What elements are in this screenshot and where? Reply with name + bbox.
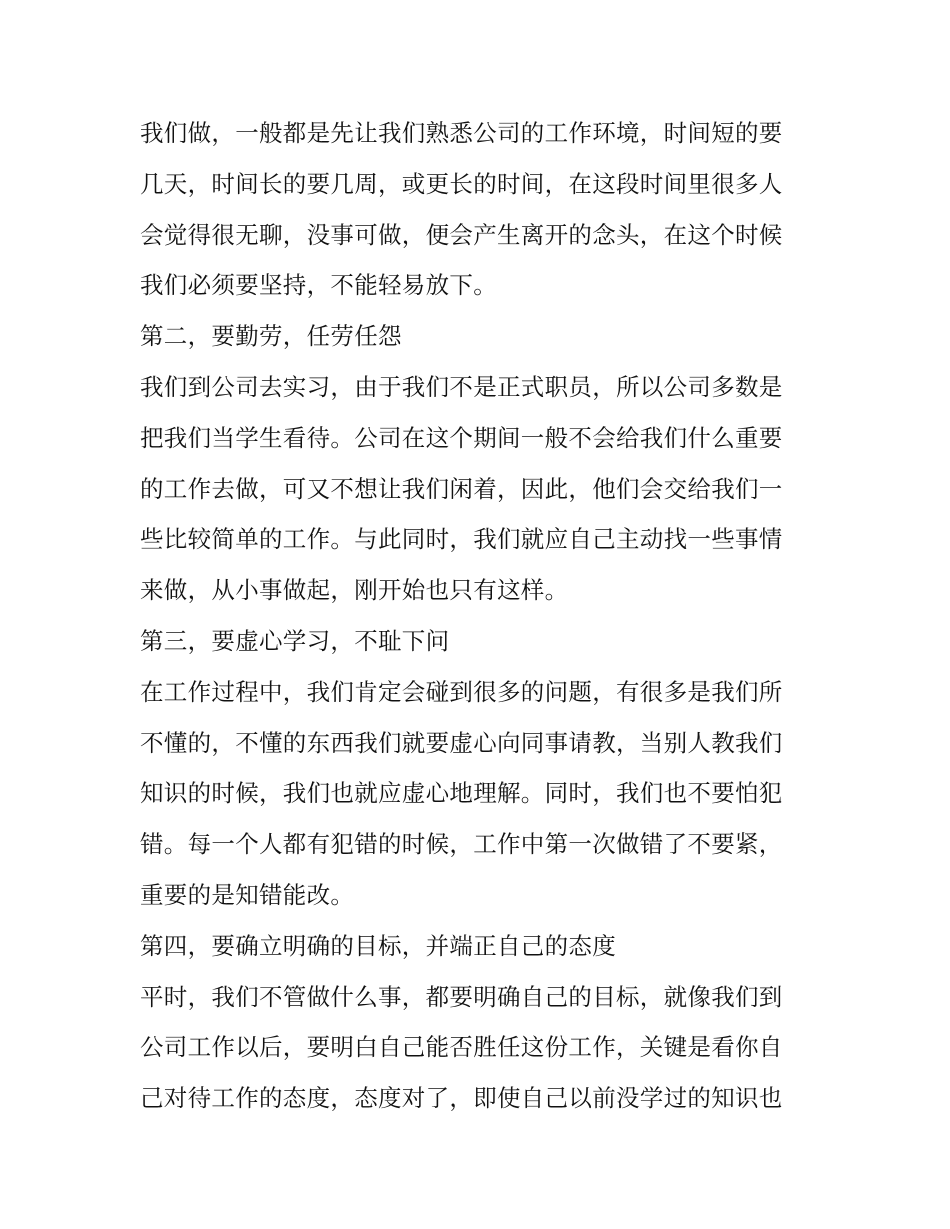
- section-heading-2: 第二，要勤劳，任劳任怨: [140, 322, 402, 351]
- paragraph-line: 我们到公司去实习，由于我们不是正式职员，所以公司多数是: [140, 372, 783, 401]
- paragraph-line: 会觉得很无聊，没事可做，便会产生离开的念头，在这个时候: [140, 220, 783, 249]
- paragraph-line: 不懂的，不懂的东西我们就要虚心向同事请教，当别人教我们: [140, 728, 783, 757]
- paragraph-line: 知识的时候，我们也就应虚心地理解。同时，我们也不要怕犯: [140, 779, 783, 808]
- paragraph-line: 平时，我们不管做什么事，都要明确自己的目标，就像我们到: [140, 982, 783, 1011]
- paragraph-line: 重要的是知错能改。: [140, 880, 355, 909]
- paragraph-line: 的工作去做，可又不想让我们闲着，因此，他们会交给我们一: [140, 474, 783, 503]
- section-heading-4: 第四，要确立明确的目标，并端正自己的态度: [140, 931, 616, 960]
- paragraph-line: 己对待工作的态度，态度对了，即使自己以前没学过的知识也: [140, 1084, 783, 1113]
- paragraph-line: 几天，时间长的要几周，或更长的时间，在这段时间里很多人: [140, 169, 783, 198]
- paragraph-line: 我们做，一般都是先让我们熟悉公司的工作环境，时间短的要: [140, 119, 783, 147]
- section-heading-3: 第三，要虚心学习，不耻下问: [140, 626, 450, 655]
- paragraph-line: 些比较简单的工作。与此同时，我们就应自己主动找一些事情: [140, 525, 783, 554]
- paragraph-line: 我们必须要坚持，不能轻易放下。: [140, 271, 497, 300]
- paragraph-line: 公司工作以后，要明白自己能否胜任这份工作，关键是看你自: [140, 1033, 783, 1062]
- paragraph-line: 错。每一个人都有犯错的时候，工作中第一次做错了不要紧，: [140, 830, 783, 859]
- document-body: [140, 108, 816, 1124]
- paragraph-line: 在工作过程中，我们肯定会碰到很多的问题，有很多是我们所: [140, 677, 783, 706]
- paragraph-line: 把我们当学生看待。公司在这个期间一般不会给我们什么重要: [140, 423, 783, 452]
- paragraph-line: 来做，从小事做起，刚开始也只有这样。: [140, 576, 569, 605]
